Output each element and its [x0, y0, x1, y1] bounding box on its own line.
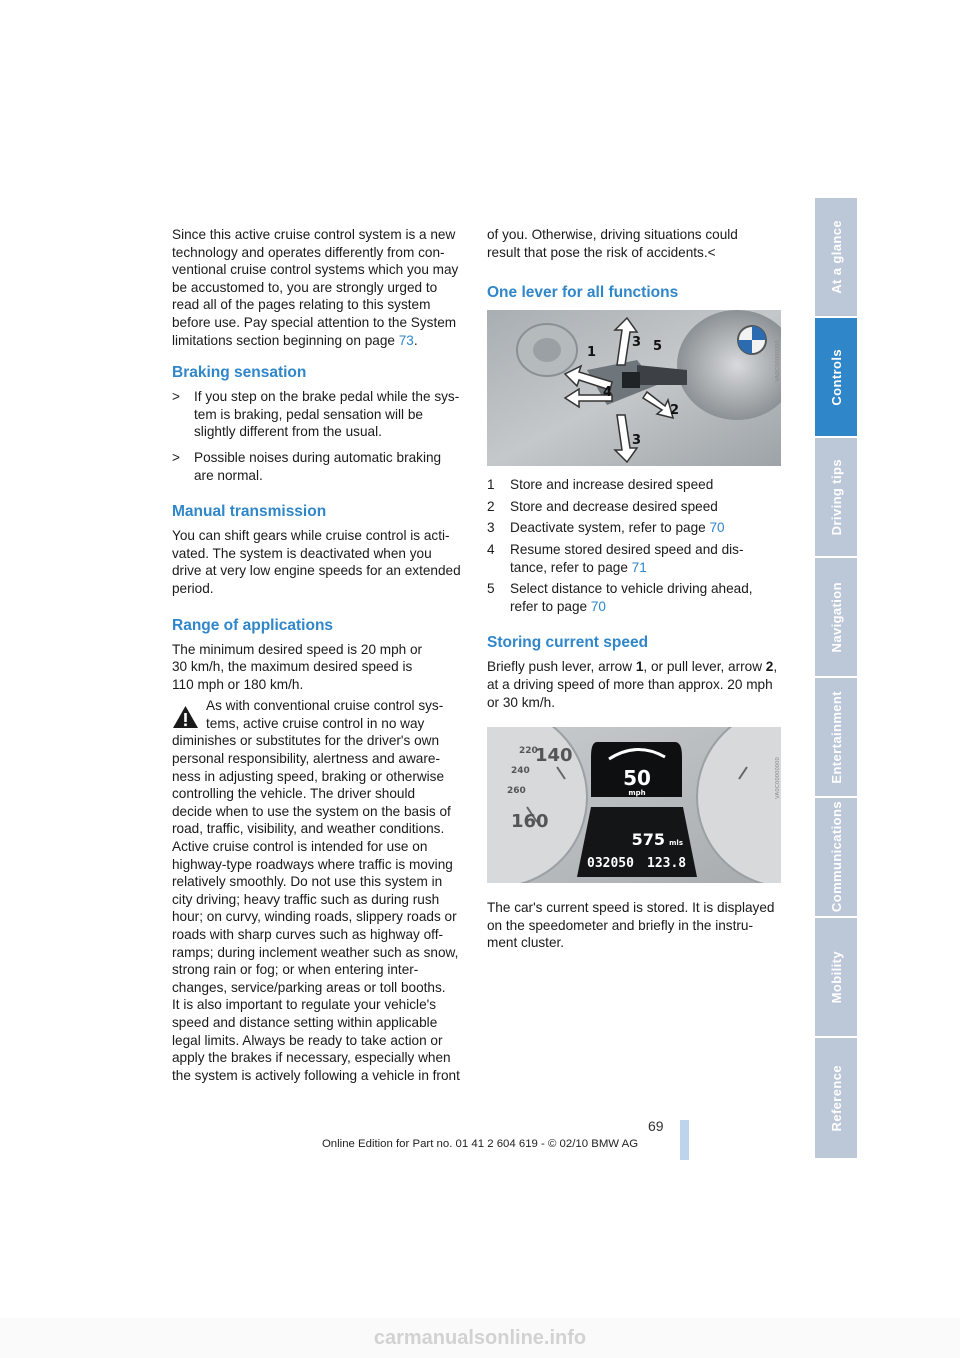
tab-communications[interactable]: Communications — [815, 798, 857, 916]
storing-result-paragraph: The car's current speed is stored. It is displayed on the speedometer and briefly in the instru- ment cluster. — [487, 900, 775, 951]
gauge-tick-240: 240 — [511, 766, 530, 777]
page-link-70[interactable]: 70 — [590, 598, 606, 614]
gauge-tick-260: 260 — [507, 786, 526, 797]
list-item: 4 Resume stored desired speed and dis- tance, refer to page 71 — [487, 541, 744, 575]
warning-triangle-icon — [172, 705, 199, 729]
cruise-lever-illustration — [487, 310, 781, 466]
list-item: > If you step on the brake pedal while the sys- tem is braking, pedal sensation will be slightly different from the usual. — [172, 389, 460, 440]
list-item: 3 Deactivate system, refer to page 70 — [487, 520, 725, 536]
right-column — [487, 226, 781, 952]
lever-figure — [487, 310, 781, 466]
tab-reference[interactable]: Reference — [815, 1038, 857, 1158]
heading-range-of-applications: Range of applications — [172, 616, 334, 634]
list-item: 5 Select distance to vehicle driving ahead, refer to page 70 — [487, 581, 753, 614]
list-item: > Possible noises during automatic braking are normal. — [172, 449, 442, 483]
tab-navigation[interactable]: Navigation — [815, 558, 857, 676]
tab-entertainment[interactable]: Entertainment — [815, 678, 857, 796]
callout-5: 5 — [653, 339, 663, 355]
instrument-cluster-illustration — [487, 727, 781, 883]
page-number: 69 — [648, 1118, 664, 1134]
warning-block: As with conventional cruise control sys- tems, active cruise control in no way diminishes or substitutes for the driver's own personal responsibility, alertness and aware- ness in adjusting speed, braking or otherwise controlling the vehicle. The driver should decide when to use the system on the basis of road, traffic, visibility, and weather conditions. Active cruise control is intended for use on highway-type roadways where traffic is moving relatively smoothly. Do not use this system in city driving; heavy traffic such as during rush hour; on curvy, winding roads, slippery roads or roads with sharp curves such as highway off- ramps; during inclement weather such as snow, strong rain or fog; or when entering inter- changes, service/parking areas or toll booths. It is also important to regulate your vehicle's speed and distance setting within applicable legal limits. Always be ready to take action or apply the brakes if necessary, especially when the system is actively following a vehicle in front — [172, 697, 464, 1084]
heading-one-lever: One lever for all functions — [487, 284, 679, 302]
tab-driving-tips[interactable]: Driving tips — [815, 438, 857, 556]
page-link-71[interactable]: 71 — [631, 559, 647, 575]
range-paragraph: The minimum desired speed is 20 mph or 30 km/h, the maximum desired speed is 110 mph or 180 km/h. — [172, 641, 423, 692]
intro-paragraph: Since this active cruise control system is a new technology and operates differently from con- ventional cruise control systems which you may be accustomed to, you are strongly urged to read all of the pages relating to this system before use. Pay special attention to the System limitations section beginning on page 73. — [172, 227, 459, 348]
heading-manual-transmission: Manual transmission — [172, 503, 327, 521]
callout-1: 1 — [587, 345, 597, 361]
manual-paragraph: You can shift gears while cruise control is acti- vated. The system is deactivated when you drive at very low engine speeds for an extended period. — [172, 528, 461, 596]
callout-4: 4 — [603, 385, 613, 401]
gauge-tick-140: 140 — [535, 745, 573, 767]
trip-value: 123.8 — [647, 856, 687, 872]
storing-paragraph: Briefly push lever, arrow 1, or pull lever, arrow 2, at a driving speed of more than approx. 20 mph or 30 km/h. — [487, 659, 778, 710]
heading-storing-current-speed: Storing current speed — [487, 634, 649, 652]
gauge-tick-160: 160 — [511, 811, 549, 833]
page-link-70[interactable]: 70 — [709, 520, 725, 536]
watermark: carmanualsonline.info — [0, 1318, 960, 1358]
page-link-73[interactable]: 73 — [398, 332, 414, 348]
continuation-paragraph: of you. Otherwise, driving situations could result that pose the risk of accidents.< — [487, 227, 738, 260]
callout-3-bottom: 3 — [632, 433, 642, 449]
figure-code: VA0C00000000 — [775, 340, 781, 383]
tab-controls[interactable]: Controls — [815, 318, 857, 436]
odometer: 032050 — [587, 856, 634, 872]
footer-edition: Online Edition for Part no. 01 41 2 604 619 - © 02/10 BMW AG — [321, 1138, 639, 1150]
warning-paragraph: diminishes or substitutes for the driver's own personal responsibility, alertness and aware- ness in adjusting speed, braking or otherwise controlling the vehicle. The driver should decide when to use the system on the basis of road, traffic, visibility, and weather conditions. Active cruise control is intended for use on highway-type roadways where traffic is moving relatively smoothly. Do not use this system in city driving; heavy traffic such as during rush hour; on curvy, winding roads, slippery roads or roads with sharp curves such as highway off- ramps; during inclement weather such as snow, strong rain or fog; or when entering inter- changes, service/parking areas or toll booths. It is also important to regulate your vehicle's speed and distance setting within applicable legal limits. Always be ready to take action or apply the brakes if necessary, especially when the system is actively following a vehicle in front — [172, 733, 460, 1083]
tab-mobility[interactable]: Mobility — [815, 918, 857, 1036]
tab-at-a-glance[interactable]: At a glance — [815, 198, 857, 316]
list-item: 1 Store and increase desired speed — [487, 477, 714, 493]
lever-function-list — [487, 476, 781, 615]
list-item: 2 Store and decrease desired speed — [487, 498, 718, 514]
heading-braking-sensation: Braking sensation — [172, 364, 307, 382]
callout-3-top: 3 — [632, 335, 642, 351]
figure-code: VA0C00000000 — [775, 757, 781, 800]
display-speed: 50 — [623, 766, 651, 791]
range-unit: mls — [669, 839, 683, 848]
gauge-tick-220: 220 — [519, 746, 538, 757]
display-unit: mph — [628, 789, 646, 798]
range-value: 575 — [631, 830, 665, 850]
callout-2: 2 — [670, 403, 680, 419]
speedometer-figure — [487, 727, 781, 883]
left-column — [172, 226, 464, 1084]
